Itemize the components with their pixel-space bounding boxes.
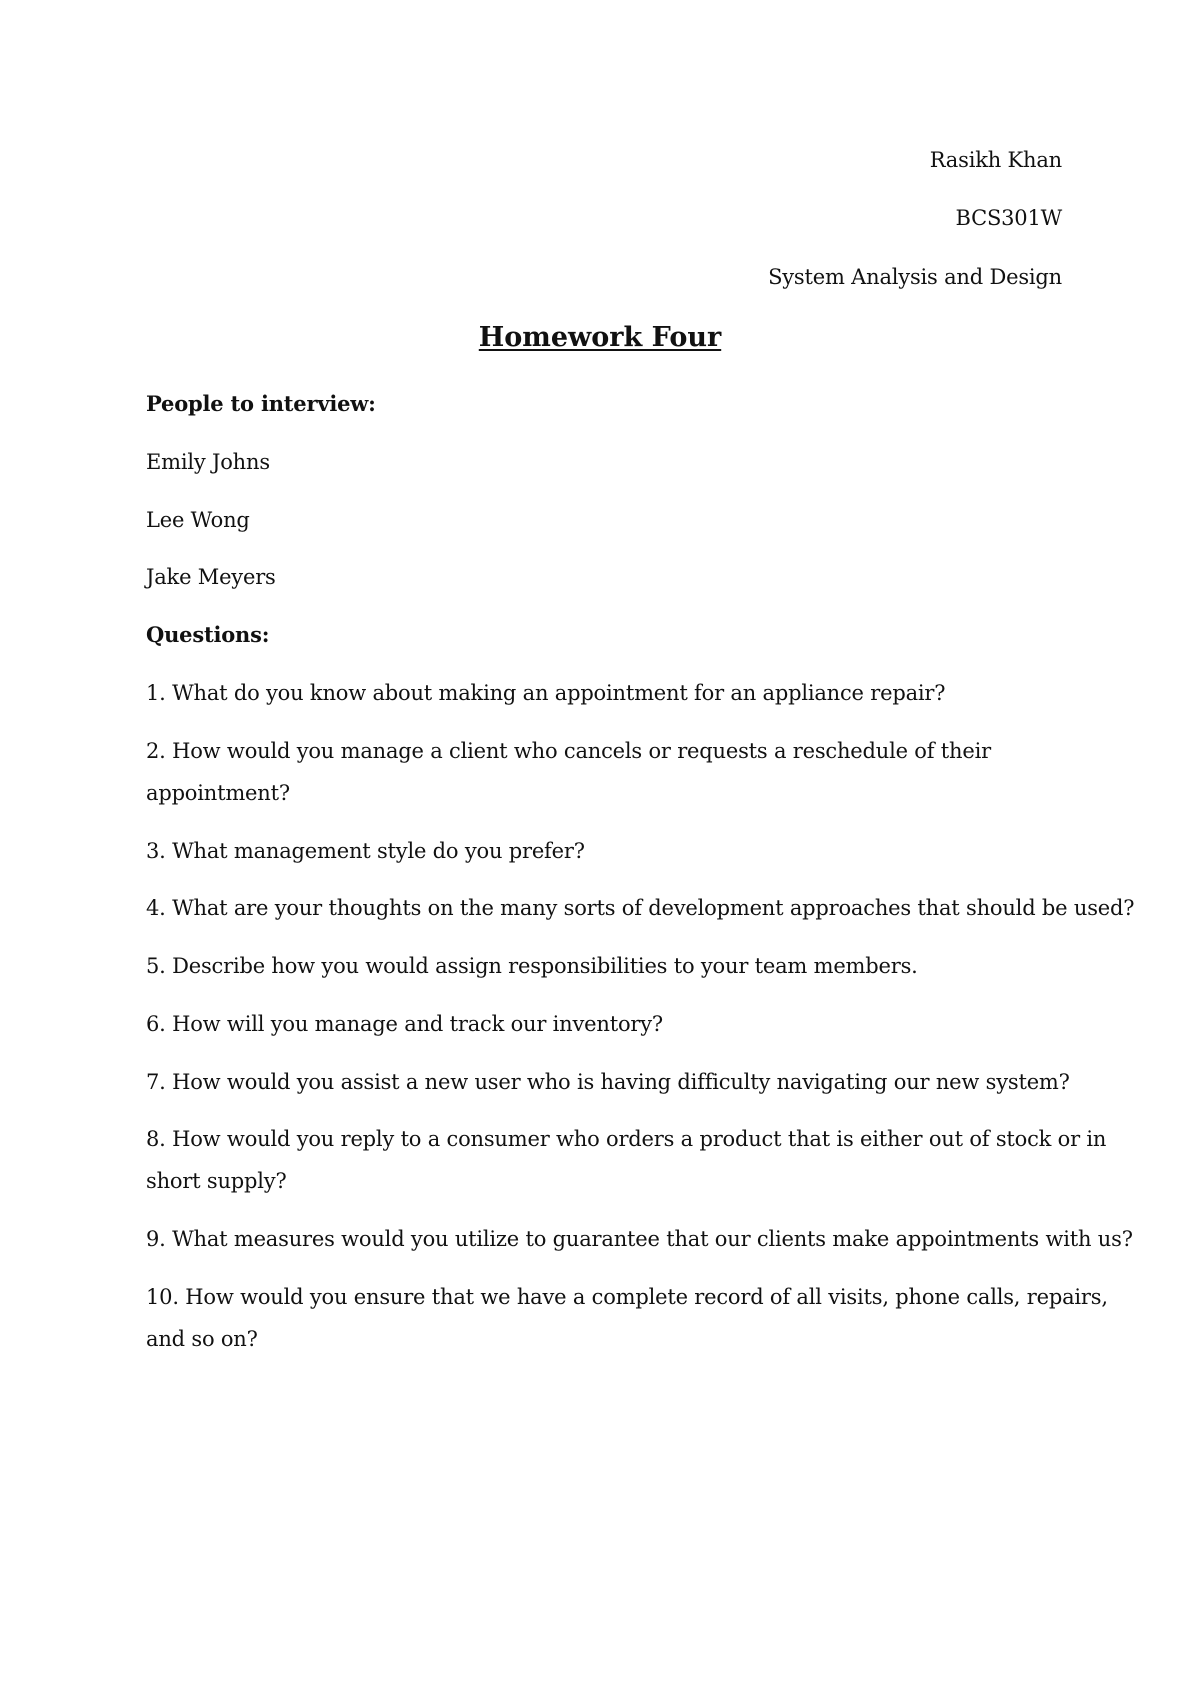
interviewee-name: Emily Johns — [146, 450, 270, 474]
questions-heading: Questions: — [146, 622, 270, 647]
question-item: 4. What are your thoughts on the many sorts of development approaches that should be used? — [146, 896, 1135, 920]
question-item: 9. What measures would you utilize to guarantee that our clients make appointments with us? — [146, 1227, 1133, 1251]
author-name: Rasikh Khan — [929, 148, 1062, 172]
question-item: 7. How would you assist a new user who is having difficulty navigating our new system? — [146, 1070, 1070, 1094]
interviewees-heading: People to interview: — [146, 391, 376, 416]
question-item: 3. What management style do you prefer? — [146, 839, 585, 863]
question-item: 5. Describe how you would assign responsibilities to your team members. — [146, 954, 918, 978]
question-item: 6. How will you manage and track our inventory? — [146, 1012, 663, 1036]
course-code: BCS301W — [955, 206, 1062, 230]
course-name: System Analysis and Design — [768, 265, 1062, 289]
question-item-continuation: and so on? — [146, 1327, 258, 1351]
question-item: 2. How would you manage a client who cancels or requests a reschedule of their — [146, 739, 991, 763]
interviewee-name: Lee Wong — [146, 508, 250, 532]
question-item: 10. How would you ensure that we have a complete record of all visits, phone calls, repairs, — [146, 1285, 1108, 1309]
question-item-continuation: short supply? — [146, 1169, 287, 1193]
question-item-continuation: appointment? — [146, 781, 290, 805]
document-title: Homework Four — [478, 322, 722, 353]
question-item: 8. How would you reply to a consumer who orders a product that is either out of stock or in — [146, 1127, 1107, 1151]
question-item: 1. What do you know about making an appointment for an appliance repair? — [146, 681, 946, 705]
interviewee-name: Jake Meyers — [146, 565, 276, 589]
